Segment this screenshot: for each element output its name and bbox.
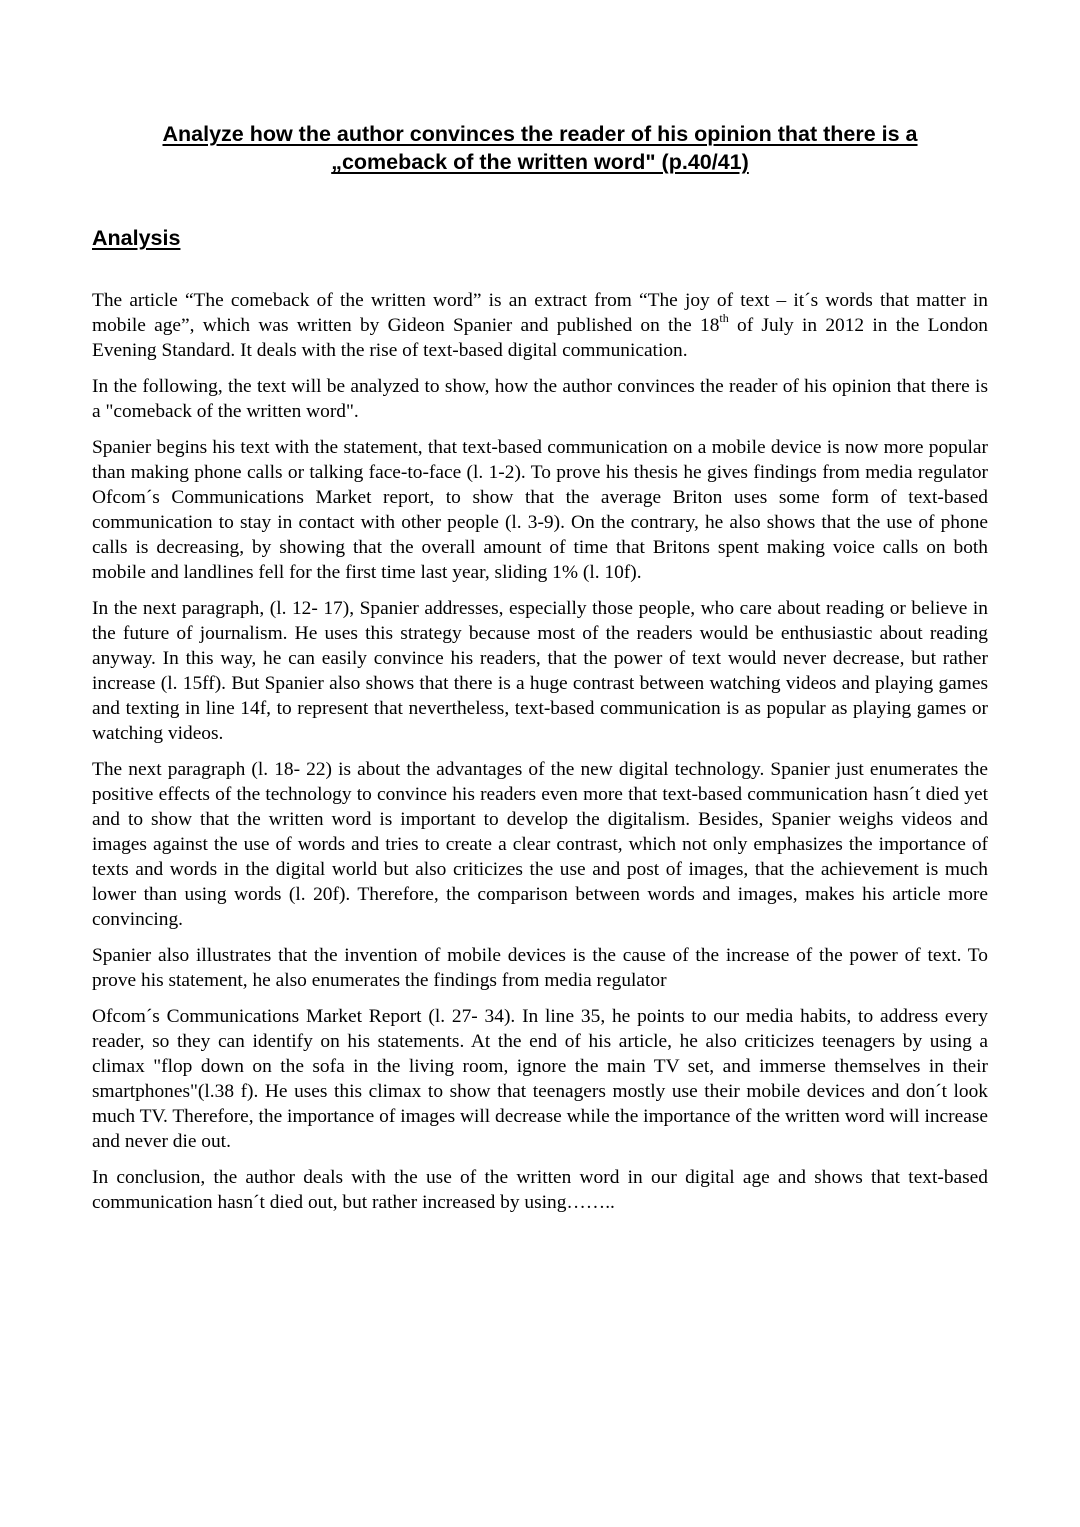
paragraph-analysis-3: The next paragraph (l. 18- 22) is about the advantages of the new digital technology. Spanier just enumerates the positive effects of the technology to convince his readers even more that text-based communication hasn´t died yet and to show that the written word is important to develop the digitalism. Besides, Spanier weighs videos and images against the use of words and tries to create a clear contrast, which not only emphasizes the importance of texts and words in the digital world but also criticizes the use and post of images, that the achievement is much lower than using words (l. 20f). Therefore, the comparison between words and images, makes his article more convincing. <box>92 759 988 930</box>
document-title <box>92 120 988 176</box>
paragraph-introduction <box>92 288 988 363</box>
section-heading-analysis: Analysis <box>92 226 181 250</box>
paragraph-analysis-2: In the next paragraph, (l. 12- 17), Spanier addresses, especially those people, who care about reading or believe in the future of journalism. He uses this strategy because most of the readers would be enthusiastic about reading anyway. In this way, he can easily convince his readers, that the power of text would never decrease, but rather increase (l. 15ff). But Spanier also shows that there is a huge contrast between watching videos and playing games and texting in line 14f, to represent that nevertheless, text-based communication is as popular as playing games or watching videos. <box>92 598 988 744</box>
paragraph-analysis-5: Ofcom´s Communications Market Report (l. 27- 34). In line 35, he points to our media habits, to address every reader, so they can identify on his statements. At the end of his article, he also criticizes teenagers by using a climax "flop down on the sofa in the living room, ignore the main TV set, and immerse themselves in their smartphones"(l.38 f). He uses this climax to show that teenagers mostly use their mobile devices and don´t look much TV. Therefore, the importance of images will decrease while the importance of the written word will increase and never die out. <box>92 1006 988 1152</box>
paragraph-analysis-4: Spanier also illustrates that the invention of mobile devices is the cause of the increase of the power of text. To prove his statement, he also enumerates the findings from media regulator <box>92 945 988 991</box>
ordinal-suffix: th <box>719 310 729 325</box>
title-line-2: „comeback of the written word" (p.40/41) <box>331 150 749 174</box>
document-body <box>92 288 988 1226</box>
title-line-1: Analyze how the author convinces the reader of his opinion that there is a <box>162 122 918 146</box>
paragraph-introduction-text-a: The article “The comeback of the written word” is an extract from “The joy of text – it´s words that matter in mobile age”, which was written by Gideon Spanier and published on the 18 <box>92 290 988 336</box>
paragraph-conclusion: In conclusion, the author deals with the use of the written word in our digital age and shows that text-based communication hasn´t died out, but rather increased by using…….. <box>92 1167 988 1213</box>
paragraph-analysis-1: Spanier begins his text with the statement, that text-based communication on a mobile device is now more popular than making phone calls or talking face-to-face (l. 1-2). To prove his thesis he gives findings from media regulator Ofcom´s Communications Market report, to show that the average Briton uses some form of text-based communication to stay in contact with other people (l. 3-9). On the contrary, he also shows that the use of phone calls is decreasing, by showing that the overall amount of time that Britons spent making voice calls on both mobile and landlines fell for the first time last year, sliding 1% (l. 10f). <box>92 437 988 583</box>
paragraph-introduction-text-b: of July in 2012 in the London Evening Standard. It deals with the rise of text-based digital communication. <box>92 315 988 361</box>
paragraph-thesis: In the following, the text will be analyzed to show, how the author convinces the reader of his opinion that there is a "comeback of the written word". <box>92 376 988 422</box>
